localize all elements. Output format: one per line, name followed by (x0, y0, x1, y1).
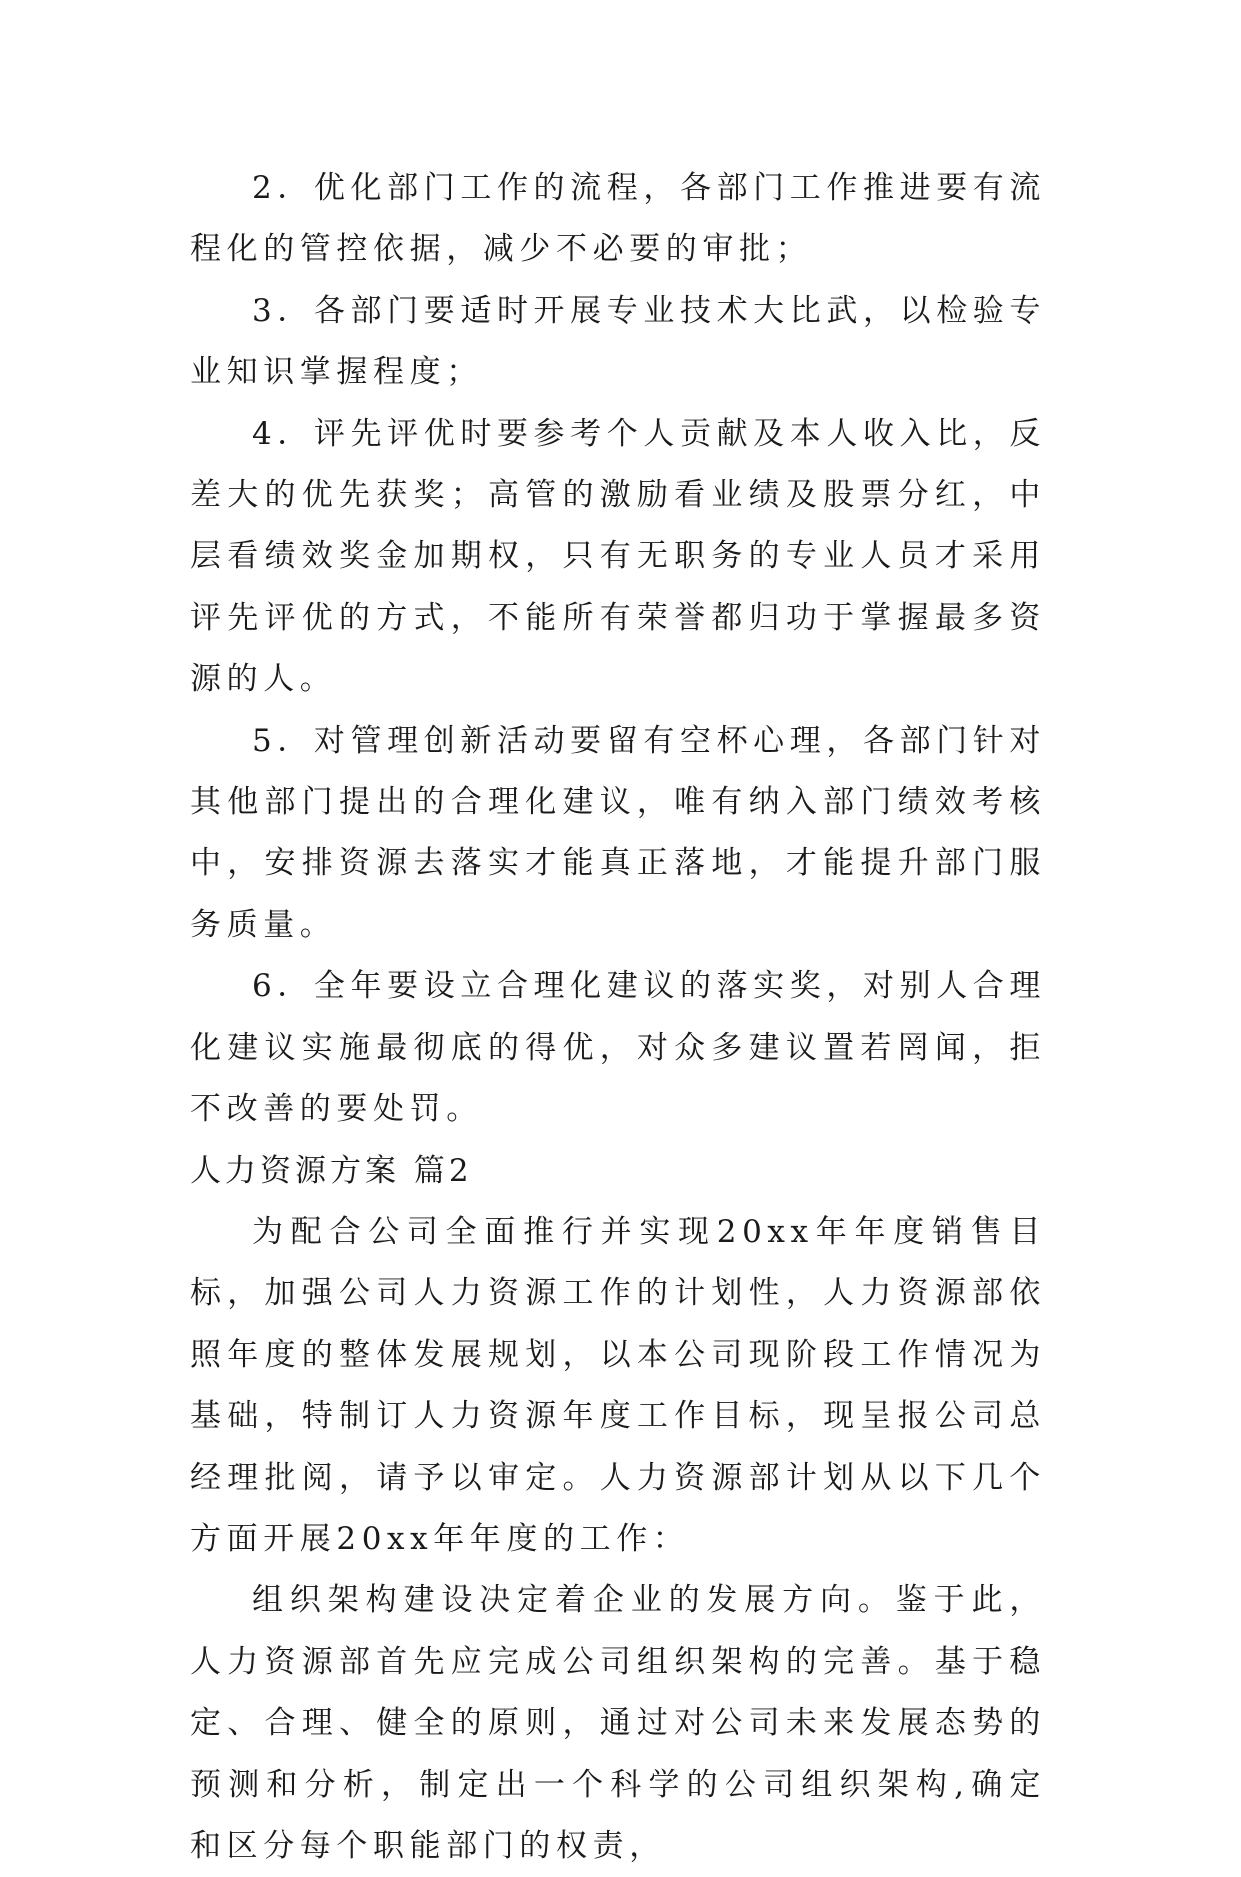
paragraph-item-6: 6．全年要设立合理化建议的落实奖，对别人合理化建议实施最彻底的得优，对众多建议置若罔闻，拒不改善的要处罚。 (190, 968, 1046, 1128)
document-body (190, 158, 1046, 1877)
section-heading: 人力资源方案 篇2 (190, 1152, 473, 1189)
paragraph-item-4: 4．评先评优时要参考个人贡献及本人收入比，反差大的优先获奖；高管的激励看业绩及股票分红，中层看绩效奖金加期权，只有无职务的专业人员才采用评先评优的方式，不能所有荣誉都归功于掌握最多资源的人。 (190, 415, 1046, 698)
paragraph-item-3: 3．各部门要适时开展专业技术大比武，以检验专业知识掌握程度； (190, 292, 1046, 391)
paragraph-item-5: 5．对管理创新活动要留有空杯心理，各部门针对其他部门提出的合理化建议，唯有纳入部门绩效考核中，安排资源去落实才能真正落地，才能提升部门服务质量。 (190, 722, 1046, 943)
paragraph-item-2: 2．优化部门工作的流程，各部门工作推进要有流程化的管控依据，减少不必要的审批； (190, 170, 1046, 268)
org-structure-paragraph: 组织架构建设决定着企业的发展方向。鉴于此，人力资源部首先应完成公司组织架构的完善。基于稳定、合理、健全的原则，通过对公司未来发展态势的预测和分析，制定出一个科学的公司组织架构,确定和区分每个职能部门的权责， (190, 1582, 1046, 1864)
section-intro-paragraph: 为配合公司全面推行并实现20xx年年度销售目标，加强公司人力资源工作的计划性，人力资源部依照年度的整体发展规划，以本公司现阶段工作情况为基础，特制订人力资源年度工作目标，现呈报公司总经理批阅，请予以审定。人力资源部计划从以下几个方面开展20xx年年度的工作： (190, 1213, 1046, 1557)
